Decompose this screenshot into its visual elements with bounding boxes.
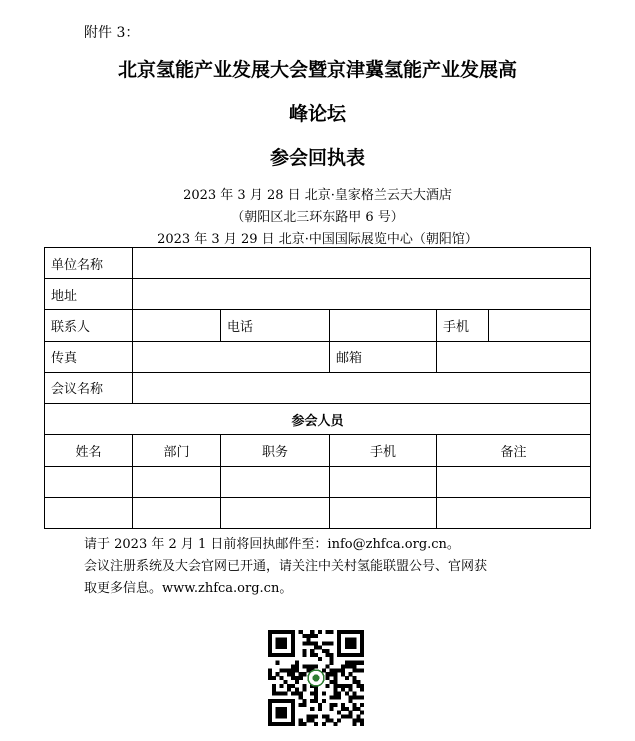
attendee-row — [45, 497, 591, 528]
event-date-venue-1: 2023 年 3 月 28 日 北京·皇家格兰云天大酒店 — [183, 188, 452, 203]
attendee-department-cell[interactable] — [133, 497, 221, 528]
col-header-position: 职务 — [221, 435, 330, 466]
contact-field[interactable] — [133, 310, 221, 341]
note-registration-line-2: 取更多信息。www.zhfca.org.cn。 — [84, 581, 293, 596]
row-unit — [45, 248, 591, 279]
unit-label: 单位名称 — [45, 248, 133, 279]
note-registration-line-1: 会议注册系统及大会官网已开通，请关注中关村氢能联盟公号、官网获 — [84, 559, 488, 574]
mobile-label: 手机 — [437, 310, 489, 341]
attendee-department-cell[interactable] — [133, 466, 221, 497]
title-line-1: 北京氢能产业发展大会暨京津冀氢能产业发展高 — [117, 59, 517, 81]
contact-label: 联系人 — [45, 310, 133, 341]
col-header-mobile: 手机 — [330, 435, 437, 466]
address-label: 地址 — [45, 279, 133, 310]
note-submission-deadline: 请于 2023 年 2 月 1 日前将回执邮件至：info@zhfca.org.cn。 — [84, 537, 460, 552]
event-venue-address: （朝阳区北三环东路甲 6 号） — [231, 210, 404, 225]
attendee-remarks-cell[interactable] — [437, 466, 591, 497]
row-contact — [45, 310, 591, 341]
unit-field[interactable] — [133, 248, 591, 279]
address-field[interactable] — [133, 279, 591, 310]
form-title: 参会回执表 — [269, 147, 365, 169]
event-date-venue-2: 2023 年 3 月 29 日 北京·中国国际展览中心（朝阳馆） — [157, 232, 478, 247]
col-header-department: 部门 — [133, 435, 221, 466]
fax-label: 传真 — [45, 341, 133, 372]
attendee-row — [45, 466, 591, 497]
row-meeting — [45, 372, 591, 403]
row-attendees-title — [45, 404, 591, 435]
mobile-field[interactable] — [489, 310, 591, 341]
attendee-position-cell[interactable] — [221, 466, 330, 497]
fax-field[interactable] — [133, 341, 330, 372]
attendee-remarks-cell[interactable] — [437, 497, 591, 528]
meeting-label: 会议名称 — [45, 372, 133, 403]
attendee-name-cell[interactable] — [45, 497, 133, 528]
attendee-mobile-cell[interactable] — [330, 497, 437, 528]
meeting-field[interactable] — [133, 372, 591, 403]
registration-form-table — [44, 247, 591, 529]
col-header-name: 姓名 — [45, 435, 133, 466]
attendee-mobile-cell[interactable] — [330, 466, 437, 497]
phone-label: 电话 — [221, 310, 330, 341]
attendees-section-title: 参会人员 — [45, 404, 591, 435]
attendee-name-cell[interactable] — [45, 466, 133, 497]
row-address — [45, 279, 591, 310]
row-fax — [45, 341, 591, 372]
col-header-remarks: 备注 — [437, 435, 591, 466]
attachment-label: 附件 3： — [84, 25, 140, 41]
email-label: 邮箱 — [330, 341, 437, 372]
qr-code-icon — [268, 630, 364, 726]
title-line-2: 峰论坛 — [288, 103, 346, 125]
email-field[interactable] — [437, 341, 591, 372]
phone-field[interactable] — [330, 310, 437, 341]
attendee-header-row — [45, 435, 591, 466]
attendee-position-cell[interactable] — [221, 497, 330, 528]
